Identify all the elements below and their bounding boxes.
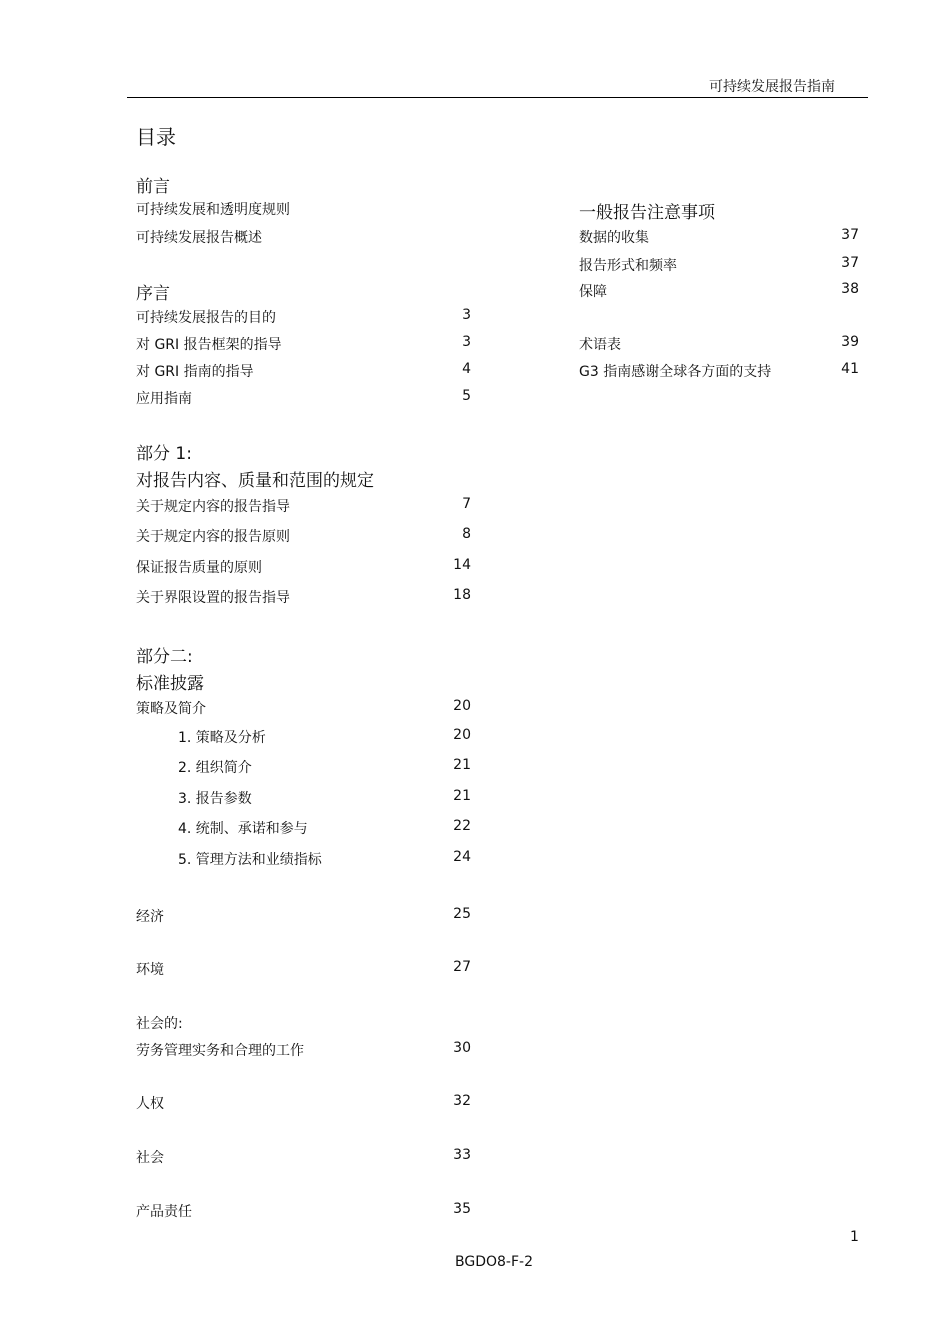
section-heading-foreword: 前言 <box>136 177 170 197</box>
toc-page-number: 25 <box>453 906 471 922</box>
section-subheading-part2: 标准披露 <box>136 674 204 694</box>
toc-entry: 策略及简介 <box>136 701 206 717</box>
toc-page-number: 14 <box>453 557 471 573</box>
toc-entry: 社会的: <box>136 1016 183 1032</box>
toc-entry: 对 GRI 指南的指导 <box>136 364 254 380</box>
toc-page-number: 18 <box>453 587 471 603</box>
toc-entry: 环境 <box>136 962 164 978</box>
toc-page-number: 33 <box>453 1147 471 1163</box>
toc-page-number: 5 <box>462 388 471 404</box>
toc-subentry: 1. 策略及分析 <box>178 730 266 746</box>
toc-page-number: 41 <box>841 361 859 377</box>
toc-page-number: 38 <box>841 281 859 297</box>
running-header: 可持续发展报告指南 <box>709 79 835 95</box>
toc-page-number: 37 <box>841 227 859 243</box>
toc-entry: 报告形式和频率 <box>579 258 677 274</box>
header-rule <box>127 97 868 98</box>
toc-entry: 劳务管理实务和合理的工作 <box>136 1043 304 1059</box>
toc-subentry: 4. 统制、承诺和参与 <box>178 821 308 837</box>
section-heading-part1: 部分 1: <box>136 444 192 464</box>
section-heading-part2: 部分二: <box>136 647 193 667</box>
toc-page-number: 22 <box>453 818 471 834</box>
toc-entry: 产品责任 <box>136 1204 192 1220</box>
toc-entry: 关于规定内容的报告原则 <box>136 529 290 545</box>
toc-subentry: 2. 组织简介 <box>178 760 252 776</box>
toc-entry: G3 指南感谢全球各方面的支持 <box>579 364 772 380</box>
toc-page-number: 21 <box>453 788 471 804</box>
toc-page-number: 4 <box>462 361 471 377</box>
toc-page-number: 3 <box>462 334 471 350</box>
toc-entry: 对 GRI 报告框架的指导 <box>136 337 282 353</box>
toc-entry: 保障 <box>579 284 607 300</box>
toc-page-number: 20 <box>453 727 471 743</box>
toc-page-number: 35 <box>453 1201 471 1217</box>
toc-page-number: 32 <box>453 1093 471 1109</box>
toc-page-number: 30 <box>453 1040 471 1056</box>
toc-page-number: 3 <box>462 307 471 323</box>
toc-entry: 可持续发展和透明度规则 <box>136 202 290 218</box>
toc-page-number: 24 <box>453 849 471 865</box>
toc-entry: 关于界限设置的报告指导 <box>136 590 290 606</box>
toc-entry: 应用指南 <box>136 391 192 407</box>
toc-entry: 术语表 <box>579 337 621 353</box>
page-number: 1 <box>850 1229 859 1245</box>
toc-entry: 数据的收集 <box>579 230 649 246</box>
toc-page-number: 21 <box>453 757 471 773</box>
toc-entry: 保证报告质量的原则 <box>136 560 262 576</box>
toc-entry: 人权 <box>136 1096 164 1112</box>
toc-subentry: 5. 管理方法和业绩指标 <box>178 852 322 868</box>
toc-page-number: 27 <box>453 959 471 975</box>
toc-entry: 可持续发展报告的目的 <box>136 310 276 326</box>
toc-entry: 关于规定内容的报告指导 <box>136 499 290 515</box>
toc-entry: 经济 <box>136 909 164 925</box>
toc-entry: 可持续发展报告概述 <box>136 230 262 246</box>
toc-page-number: 39 <box>841 334 859 350</box>
section-subheading-part1: 对报告内容、质量和范围的规定 <box>136 471 374 491</box>
toc-page-number: 8 <box>462 526 471 542</box>
toc-page-number: 37 <box>841 255 859 271</box>
toc-title: 目录 <box>136 125 176 149</box>
toc-page-number: 20 <box>453 698 471 714</box>
section-heading-general: 一般报告注意事项 <box>579 203 715 223</box>
toc-page-number: 7 <box>462 496 471 512</box>
toc-entry: 社会 <box>136 1150 164 1166</box>
document-code: BGDO8-F-2 <box>455 1254 533 1270</box>
section-heading-preface: 序言 <box>136 284 170 304</box>
toc-subentry: 3. 报告参数 <box>178 791 252 807</box>
